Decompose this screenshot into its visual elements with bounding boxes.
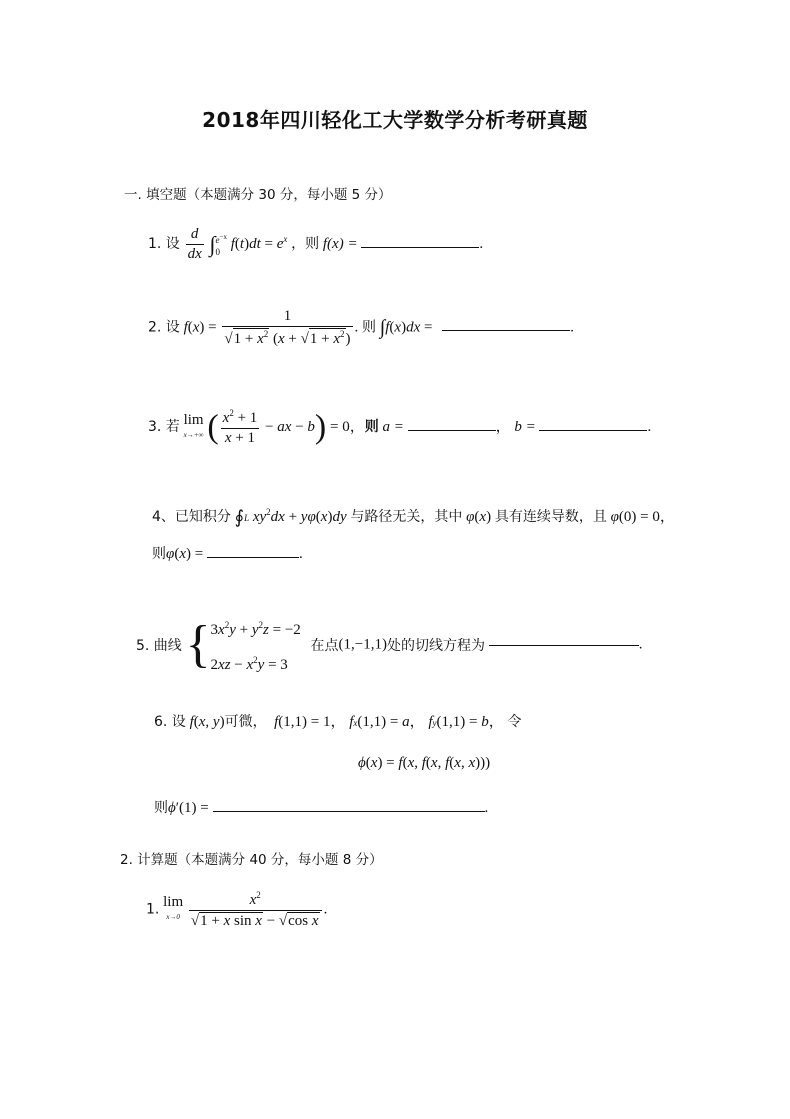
q3-b: b = bbox=[514, 418, 536, 435]
q1-integrand: f bbox=[230, 235, 235, 252]
q2-fraction: $\frac{1}{√1 + x^2 (x + √1 + x^2)}$ bbox=[224, 308, 351, 347]
question-1-6: 6. 设 f(x, y)可微， f(1,1) = 1， fx(1,1) = a， fy(1,1) = b， 令 bbox=[154, 714, 522, 730]
q2-1-fraction: $\frac{x^2}{\text{√1 + x sin x − √cos x}}$ bbox=[189, 890, 322, 930]
q5-system: $3x^2y + y^2z = -2$ $2xz - x^2y = 3$ bbox=[210, 620, 301, 673]
q6-label: 6. 设 bbox=[154, 714, 186, 730]
question-1-3: 3. 若 lim x→+∞ ( $\frac{x^2 + 1}{x + 1}$ − ax − b) = 0，则 a = ， b = . bbox=[148, 408, 652, 446]
q4-mid: 与路径无关，其中 bbox=[350, 509, 463, 525]
q6-mid: 可微， bbox=[224, 714, 267, 730]
integral-sign-icon: ∫ bbox=[379, 316, 386, 339]
q2-label: 2. 设 bbox=[148, 319, 180, 336]
question-2-1: 1. lim x→0 $\frac{x^2}{\text{√1 + x sin x − √cos x}}$ . bbox=[146, 890, 328, 929]
q4-answer-blank bbox=[207, 556, 299, 558]
question-1-1: 1. 设 $\frac{d}{dx}$ $\int e^{-x}$ 0 $f(t)dt = e^x$ ，则 f(x) = . bbox=[148, 226, 484, 262]
integral-sign-icon: ∫ bbox=[209, 231, 216, 257]
q2-1-label: 1. bbox=[146, 901, 160, 918]
q3-a-blank bbox=[408, 429, 496, 431]
q3-then: 则 bbox=[364, 418, 379, 435]
q3-a: a = bbox=[382, 418, 404, 435]
q3-b-blank bbox=[539, 429, 647, 431]
q1-answer-blank bbox=[361, 246, 479, 248]
brace-icon: { bbox=[185, 616, 211, 673]
q4-lead: 4、已知积分 bbox=[152, 509, 231, 525]
question-1-2: 2. 设 f(x) = $\frac{1}{√1 + x^2 (x + √1 + x^2)}$ . 则 ∫f(x)dx = . bbox=[148, 308, 574, 347]
q6-answer-blank bbox=[213, 810, 485, 812]
question-1-6-formula: ϕ(x) = f(x, f(x, f(x, x))) bbox=[358, 755, 491, 771]
q4-mid2: 具有连续导数，且 bbox=[494, 509, 607, 525]
section-1-header: 一. 填空题（本题满分 30 分，每小题 5 分） bbox=[124, 187, 392, 203]
q1-derivative: $\frac{d}{dx}$ bbox=[187, 226, 202, 262]
q5-answer-blank bbox=[489, 644, 639, 646]
question-1-4-line2: 则φ(x) = . bbox=[152, 546, 303, 562]
q4-then: 则 bbox=[152, 546, 166, 562]
q2-1-limit: lim x→0 bbox=[163, 894, 184, 921]
page-title: 2018年四川轻化工大学数学分析考研真题 bbox=[202, 108, 588, 132]
q1-tail: ，则 bbox=[291, 235, 320, 252]
q5-label: 5. 曲线 bbox=[136, 638, 182, 654]
q1-label: 1. 设 bbox=[148, 235, 180, 252]
q2-answer-blank bbox=[442, 329, 570, 331]
q6-then: 则 bbox=[154, 800, 168, 816]
q2-then: 则 bbox=[362, 319, 377, 336]
question-1-6-line3: 则ϕ′(1) = . bbox=[154, 800, 489, 816]
question-1-4: 4、已知积分 ∮L $xy^2dx + y\varphi(x)dy$ 与路径无关，其中 φ(x) 具有连续导数，且 φ(0) = 0， bbox=[152, 507, 675, 528]
q1-integral-limits: $e^{-x}$ 0 bbox=[215, 233, 227, 257]
question-1-5: 5. 曲线 {$3x^2y + y^2z = -2$ $2xz - x^2y = 3$ 在点(1,−1,1)处的切线方程为 . bbox=[136, 610, 642, 680]
contour-integral-icon: ∮ bbox=[234, 507, 245, 528]
q3-limit: lim x→+∞ bbox=[183, 411, 204, 439]
section-2-header: 2. 计算题（本题满分 40 分，每小题 8 分） bbox=[120, 852, 383, 868]
q5-mid: 在点 bbox=[310, 638, 339, 654]
q1-fx: f(x) = bbox=[322, 235, 358, 252]
q5-tail: 处的切线方程为 bbox=[386, 638, 485, 654]
q3-label: 3. 若 bbox=[148, 418, 180, 435]
q6-ling: 令 bbox=[507, 714, 522, 730]
